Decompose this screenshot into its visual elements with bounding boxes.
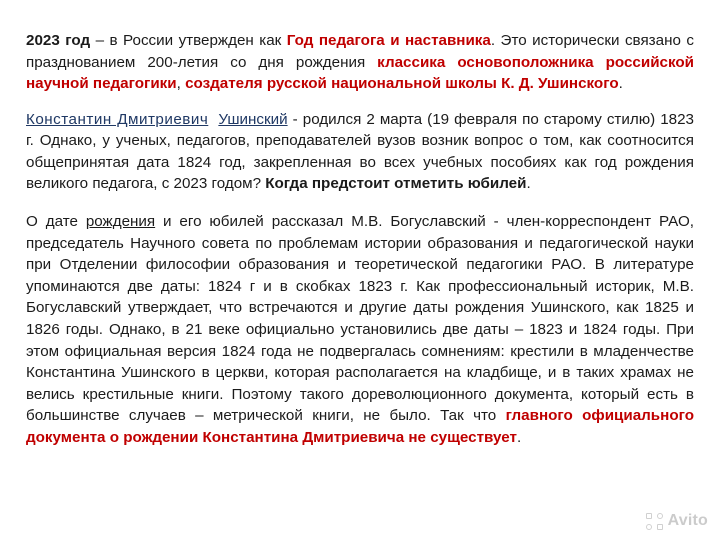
no-official-document-highlight: главного официального документа о рождении Константина Дмитриевича не существует: [26, 407, 694, 446]
paragraph-1-period: .: [618, 75, 623, 93]
ushinsky-school-highlight: создателя русской национальной школы К. Д. Ушинского: [185, 75, 619, 93]
paragraph-3-period: .: [516, 428, 522, 446]
watermark-label: Avito: [667, 512, 708, 529]
paragraph-3: [26, 211, 694, 448]
avito-logo-icon: [646, 513, 663, 530]
paragraph-1-comma: ,: [176, 75, 186, 93]
name-space: [208, 111, 218, 128]
paragraph-2-text: - родился 2 марта (19 февраля по старому стилю) 1823 г. Однако, у ученых, педагогов, преподавателей вузов возник вопрос о том, как соотносится общепринятая дата 1824 год, закрепленная во всех учебных пособиях как год рождения великого педагога, с 2023 годом?: [26, 110, 695, 193]
paragraph-3-text-1: О дате: [26, 213, 86, 231]
paragraph-1-text-2: . Это исторически связано с празднованием 200-летия со дня рождения: [26, 32, 694, 71]
jubilee-question-bold: Когда предстоит отметить юбилей: [265, 175, 527, 193]
classic-pedagogy-highlight: классика основоположника российской научной педагогики: [26, 53, 694, 93]
ushinsky-surname: Ушинский: [218, 110, 288, 128]
paragraph-3-text-2: и его юбилей рассказал М.В. Богуславский - член-корреспондент РАО, председатель Научного совета по проблемам истории образования и педагогической науки при Отделении философии образования и теоретической педагогики РАО. В литературе упоминаются две даты: 1824 г и в скобках 1823 г. Как профессиональный историк, М.В. Богуславский утверждает, что встречаются и другие даты рождения Ушинского, как 1825 и 1826 годы. Однако, в 21 веке официально установились две даты – 1823 и 1824 годы. При этом официальная версия 1824 года не подвергалась сомнениям: крестили в младенчестве Константина Ушинского в церкви, которая располагается на кладбище, и в таких храмах не велись крестильные книги. Поэтому такого дореволюционного документа, который есть в большинстве случаев – метрической книги, не было. Так что: [26, 213, 694, 425]
paragraph-1-text-1: – в России утвержден как: [90, 32, 287, 49]
paragraph-2: [26, 109, 694, 195]
year-of-teacher-highlight: Год педагога и наставника: [286, 32, 491, 49]
year-2023-label: 2023 год: [26, 32, 91, 49]
paragraph-1: [26, 30, 694, 95]
paragraph-2-period: .: [526, 175, 531, 193]
watermark: [646, 512, 708, 530]
birth-date-underlined: рождения: [85, 213, 156, 231]
konstantin-dmitrievich-name: Константин Дмитриевич: [26, 110, 209, 128]
